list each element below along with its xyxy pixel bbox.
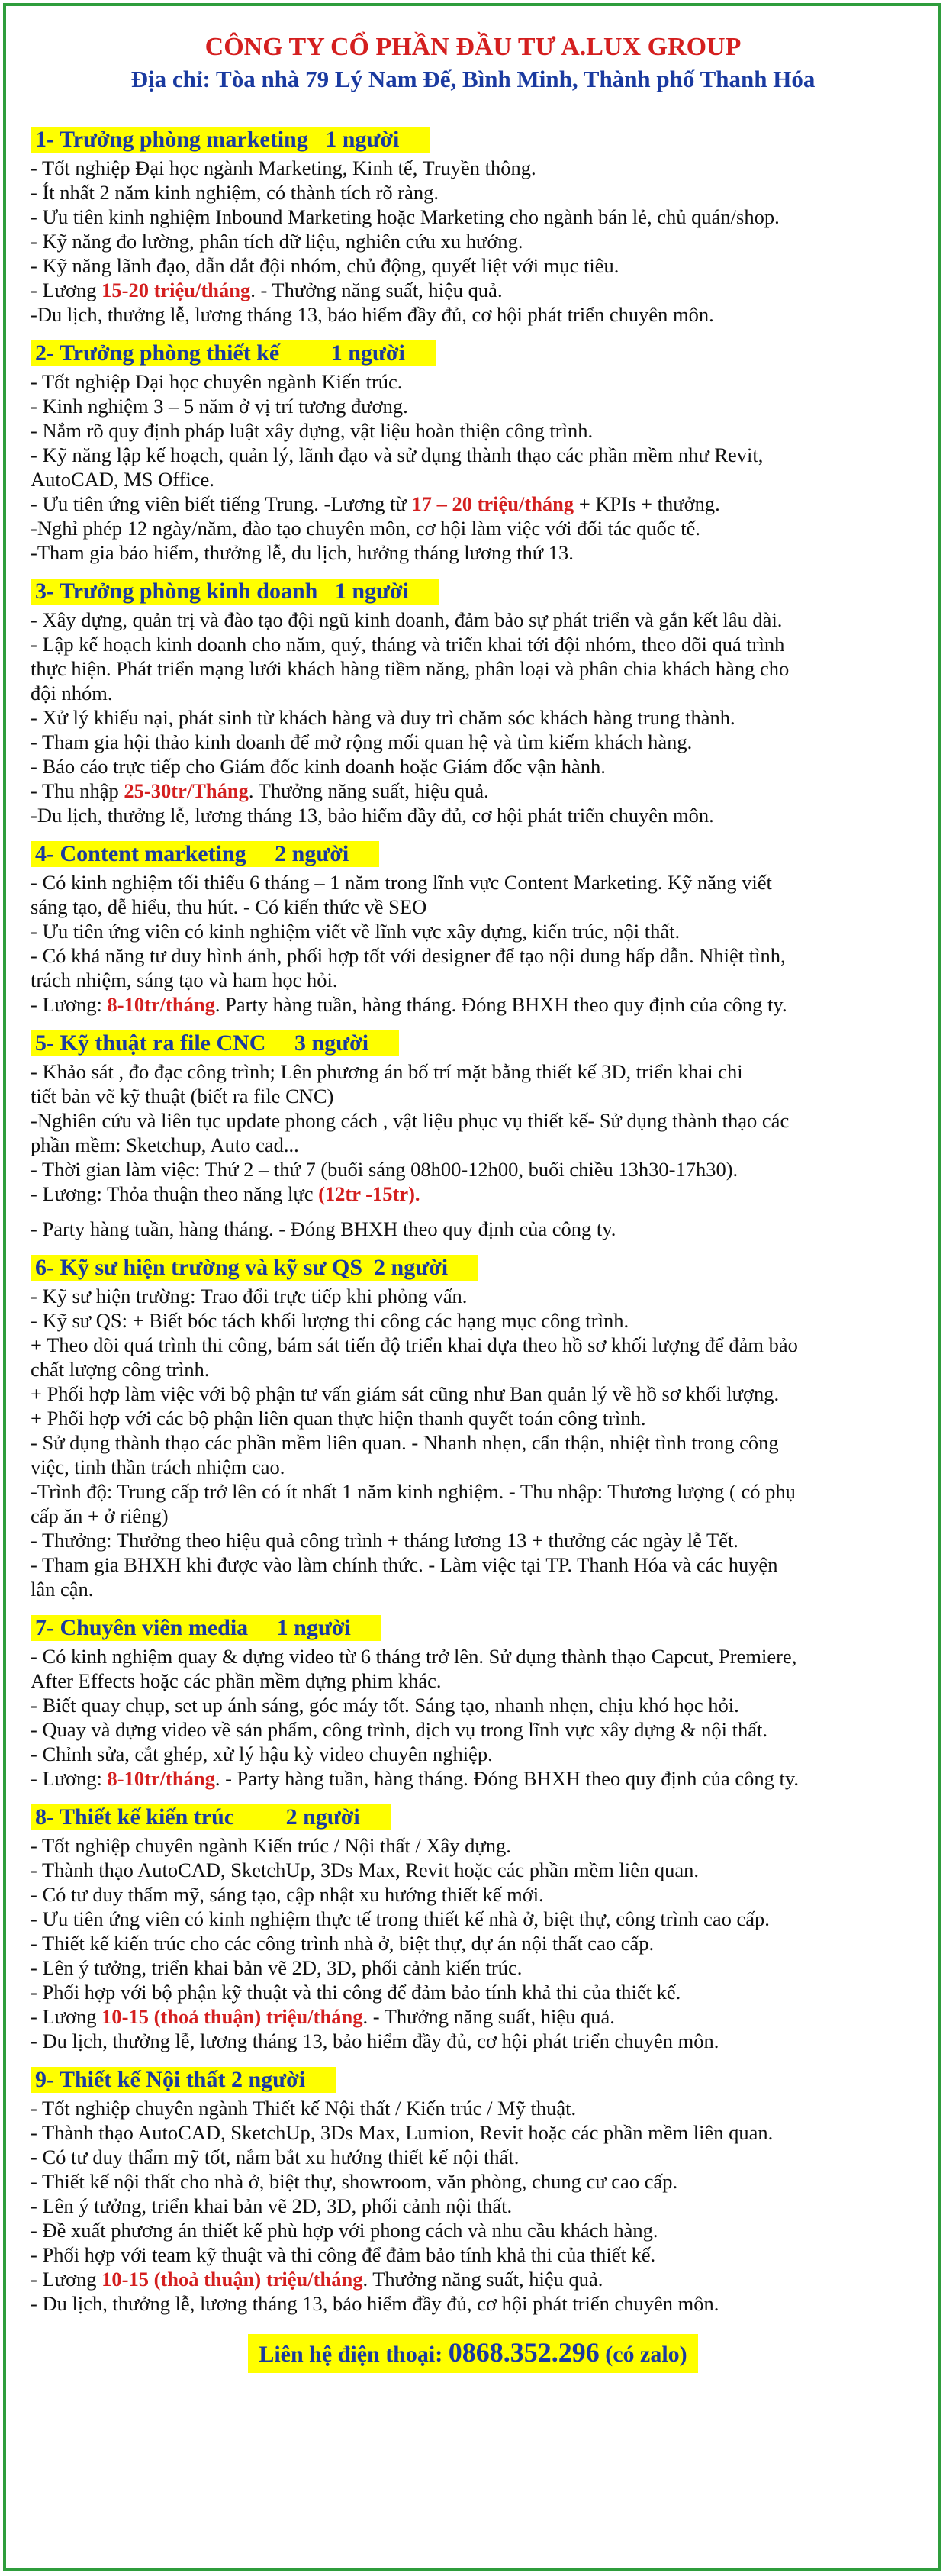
job-detail-line: - Kỹ năng lập kế hoạch, quản lý, lãnh đạo và sử dụng thành thạo các phần mềm như Revit, bbox=[31, 443, 764, 466]
job-detail-line: - Ưu tiên kinh nghiệm Inbound Marketing hoặc Marketing cho ngành bán lẻ, chủ quán/shop. bbox=[31, 205, 780, 228]
job-detail-line bbox=[31, 1206, 915, 1217]
job-detail-line: - Thành thạo AutoCAD, SketchUp, 3Ds Max, Lumion, Revit hoặc các phần mềm liên quan. bbox=[31, 2121, 774, 2144]
job-detail-line: - Kỹ năng lãnh đạo, dẫn dắt đội nhóm, chủ động, quyết liệt với mục tiêu. bbox=[31, 254, 619, 277]
salary-highlight: 10-15 (thoả thuận) triệu/tháng bbox=[101, 2005, 363, 2028]
line-text: + KPIs + thưởng. bbox=[574, 492, 720, 515]
job-detail-line: - Khảo sát , đo đạc công trình; Lên phương án bố trí mặt bằng thiết kế 3D, triển khai chi bbox=[31, 1060, 743, 1083]
line-text: . Thưởng năng suất, hiệu quả. bbox=[362, 2268, 603, 2291]
job-section bbox=[31, 1024, 915, 1241]
job-detail-line: chất lượng công trình. bbox=[31, 1358, 210, 1381]
job-title-heading: 2- Trưởng phòng thiết kế 1 người bbox=[31, 340, 436, 366]
job-section bbox=[31, 1609, 915, 1791]
job-detail-line: - Tốt nghiệp chuyên ngành Kiến trúc / Nội thất / Xây dựng. bbox=[31, 1834, 511, 1857]
job-detail-line: - Lên ý tưởng, triển khai bản vẽ 2D, 3D, phối cảnh nội thất. bbox=[31, 2194, 513, 2217]
contact-banner bbox=[248, 2334, 697, 2373]
line-text: . Party hàng tuần, hàng tháng. Đóng BHXH theo quy định của công ty. bbox=[214, 993, 787, 1016]
salary-highlight: 8-10tr/tháng bbox=[107, 1767, 215, 1790]
job-title-heading: 3- Trưởng phòng kinh doanh 1 người bbox=[31, 579, 439, 605]
line-text: . - Thưởng năng suất, hiệu quả. bbox=[362, 2005, 615, 2028]
job-detail-line: - Xử lý khiếu nại, phát sinh từ khách hàng và duy trì chăm sóc khách hàng trung thành. bbox=[31, 706, 735, 729]
line-text: - Thu nhập bbox=[31, 779, 124, 802]
job-section bbox=[31, 835, 915, 1017]
company-name: CÔNG TY CỔ PHẦN ĐẦU TƯ A.LUX GROUP bbox=[204, 33, 742, 61]
job-detail-line: - Thưởng: Thưởng theo hiệu quả công trình + tháng lương 13 + thưởng các ngày lễ Tết. bbox=[31, 1529, 738, 1552]
job-detail-line: - Phối hợp với bộ phận kỹ thuật và thi công để đảm bảo tính khả thi của thiết kế. bbox=[31, 1981, 681, 2004]
line-text: - Lương: bbox=[31, 993, 108, 1016]
job-detail-line: - Thời gian làm việc: Thứ 2 – thứ 7 (buổi sáng 08h00-12h00, buổi chiều 13h30-17h30). bbox=[31, 1158, 738, 1181]
job-detail-line: - Party hàng tuần, hàng tháng. - Đóng BHXH theo quy định của công ty. bbox=[31, 1217, 616, 1240]
salary-highlight: 25-30tr/Tháng bbox=[124, 779, 249, 802]
job-detail-line: - Chỉnh sửa, cắt ghép, xử lý hậu kỳ video chuyên nghiệp. bbox=[31, 1743, 493, 1765]
job-detail-line: - Tốt nghiệp Đại học ngành Marketing, Kinh tế, Truyền thông. bbox=[31, 156, 536, 179]
contact-note: (có zalo) bbox=[599, 2342, 687, 2367]
job-detail-line: - Kỹ sư hiện trường: Trao đổi trực tiếp khi phỏng vấn. bbox=[31, 1285, 468, 1307]
line-text: . - Thưởng năng suất, hiệu quả. bbox=[250, 279, 503, 301]
job-detail-line: việc, tinh thần trách nhiệm cao. bbox=[31, 1456, 285, 1478]
job-detail-line: - Thiết kế nội thất cho nhà ở, biệt thự, showroom, văn phòng, chung cư cao cấp. bbox=[31, 2170, 678, 2193]
job-detail-line: - Tốt nghiệp Đại học chuyên ngành Kiến trúc. bbox=[31, 370, 403, 393]
job-title-heading: 5- Kỹ thuật ra file CNC 3 người bbox=[31, 1030, 399, 1056]
job-detail-line bbox=[31, 1766, 915, 1791]
job-detail-line: - Báo cáo trực tiếp cho Giám đốc kinh doanh hoặc Giám đốc vận hành. bbox=[31, 755, 606, 778]
job-detail-line: -Tham gia bảo hiểm, thưởng lễ, du lịch, hưởng tháng lương thứ 13. bbox=[31, 541, 574, 564]
job-detail-line: - Tham gia hội thảo kinh doanh để mở rộng mối quan hệ và tìm kiếm khách hàng. bbox=[31, 730, 693, 753]
job-detail-line: - Có tư duy thẩm mỹ, sáng tạo, cập nhật xu hướng thiết kế mới. bbox=[31, 1883, 544, 1906]
job-posting bbox=[31, 31, 915, 2373]
job-detail-line: - Ít nhất 2 năm kinh nghiệm, có thành tích rõ ràng. bbox=[31, 181, 439, 204]
job-title-heading: 6- Kỹ sư hiện trường và kỹ sư QS 2 người bbox=[31, 1255, 478, 1281]
job-detail-line: cấp ăn + ở riêng) bbox=[31, 1504, 169, 1527]
job-detail-line: - Kỹ năng đo lường, phân tích dữ liệu, nghiên cứu xu hướng. bbox=[31, 230, 523, 253]
job-detail-line: - Kinh nghiệm 3 – 5 năm ở vị trí tương đương. bbox=[31, 395, 408, 418]
job-detail-line: -Du lịch, thưởng lễ, lương tháng 13, bảo hiểm đầy đủ, cơ hội phát triển chuyên môn. bbox=[31, 804, 714, 827]
job-detail-line: - Sử dụng thành thạo các phần mềm liên quan. - Nhanh nhẹn, cẩn thận, nhiệt tình trong công bbox=[31, 1431, 779, 1454]
job-detail-line: -Trình độ: Trung cấp trở lên có ít nhất 1 năm kinh nghiệm. - Thu nhập: Thương lượng ( có phụ bbox=[31, 1480, 796, 1503]
job-detail-line bbox=[31, 992, 915, 1017]
job-section bbox=[31, 334, 915, 565]
job-detail-line: - Du lịch, thưởng lễ, lương tháng 13, bảo hiểm đầy đủ, cơ hội phát triển chuyên môn. bbox=[31, 2292, 719, 2315]
job-sections bbox=[31, 121, 915, 2316]
job-section bbox=[31, 572, 915, 827]
job-detail-line: đội nhóm. bbox=[31, 682, 113, 704]
job-detail-line: - Có kinh nghiệm quay & dựng video từ 6 tháng trở lên. Sử dụng thành thạo Capcut, Premiere, bbox=[31, 1645, 797, 1668]
job-detail-line: - Phối hợp với team kỹ thuật và thi công để đảm bảo tính khả thi của thiết kế. bbox=[31, 2243, 656, 2266]
job-detail-line: + Theo dõi quá trình thi công, bám sát tiến độ triển khai dựa theo hồ sơ khối lượng để đảm bảo bbox=[31, 1333, 798, 1356]
salary-highlight: 10-15 (thoả thuận) triệu/tháng bbox=[101, 2268, 363, 2291]
job-section bbox=[31, 1249, 915, 1601]
job-title-heading: 7- Chuyên viên media 1 người bbox=[31, 1615, 381, 1641]
salary-highlight: 8-10tr/tháng bbox=[107, 993, 215, 1016]
salary-highlight: (12tr -15tr). bbox=[318, 1182, 420, 1205]
job-detail-line: - Du lịch, thưởng lễ, lương tháng 13, bảo hiểm đầy đủ, cơ hội phát triển chuyên môn. bbox=[31, 2030, 719, 2052]
job-detail-line: - Tốt nghiệp chuyên ngành Thiết kế Nội thất / Kiến trúc / Mỹ thuật. bbox=[31, 2097, 577, 2120]
job-detail-line bbox=[31, 492, 915, 516]
job-title-heading: 4- Content marketing 2 người bbox=[31, 841, 379, 867]
line-text: - Lương: bbox=[31, 1767, 108, 1790]
job-detail-line: thực hiện. Phát triển mạng lưới khách hàng tiềm năng, phân loại và phân chia khách hàng cho bbox=[31, 657, 790, 680]
job-detail-line: - Ưu tiên ứng viên có kinh nghiệm viết về lĩnh vực xây dựng, kiến trúc, nội thất. bbox=[31, 920, 681, 943]
job-title-heading: 9- Thiết kế Nội thất 2 người bbox=[31, 2067, 336, 2093]
contact-phone: 0868.352.296 bbox=[448, 2337, 600, 2368]
job-section bbox=[31, 121, 915, 327]
job-detail-line: - Đề xuất phương án thiết kế phù hợp với phong cách và nhu cầu khách hàng. bbox=[31, 2219, 658, 2242]
job-detail-line: - Ưu tiên ứng viên có kinh nghiệm thực tế trong thiết kế nhà ở, biệt thự, công trình cao cấp. bbox=[31, 1907, 770, 1930]
job-detail-line: + Phối hợp làm việc với bộ phận tư vấn giám sát cũng như Ban quản lý về hồ sơ khối lượng. bbox=[31, 1382, 780, 1405]
job-detail-line: - Có tư duy thẩm mỹ tốt, nắm bắt xu hướng thiết kế nội thất. bbox=[31, 2146, 520, 2168]
job-detail-line: - Có khả năng tư duy hình ảnh, phối hợp tốt với designer để tạo nội dung hấp dẫn. Nhiệt tình, bbox=[31, 944, 786, 967]
job-detail-line: - Biết quay chụp, set up ánh sáng, góc máy tốt. Sáng tạo, nhanh nhẹn, chịu khó học hỏi. bbox=[31, 1694, 739, 1717]
job-detail-line bbox=[31, 2267, 915, 2291]
job-detail-line: - Tham gia BHXH khi được vào làm chính thức. - Làm việc tại TP. Thanh Hóa và các huyện bbox=[31, 1553, 778, 1576]
line-text: - Lương: Thỏa thuận theo năng lực bbox=[31, 1182, 319, 1205]
job-detail-line: AutoCAD, MS Office. bbox=[31, 468, 214, 491]
job-detail-line: sáng tạo, dễ hiểu, thu hút. - Có kiến thức về SEO bbox=[31, 895, 427, 918]
job-section bbox=[31, 2061, 915, 2316]
job-detail-line: -Du lịch, thưởng lễ, lương tháng 13, bảo hiểm đầy đủ, cơ hội phát triển chuyên môn. bbox=[31, 303, 714, 326]
job-detail-line: After Effects hoặc các phần mềm dựng phim khác. bbox=[31, 1669, 442, 1692]
job-title-heading: 1- Trưởng phòng marketing 1 người bbox=[31, 127, 430, 153]
job-detail-line: lân cận. bbox=[31, 1578, 94, 1601]
job-detail-line: - Xây dựng, quản trị và đào tạo đội ngũ kinh doanh, đảm bảo sự phát triển và gắn kết lâu dài. bbox=[31, 608, 783, 631]
job-detail-line: + Phối hợp với các bộ phận liên quan thực hiện thanh quyết toán công trình. bbox=[31, 1407, 646, 1430]
line-text: - Lương bbox=[31, 2268, 102, 2291]
job-detail-line: - Lên ý tưởng, triển khai bản vẽ 2D, 3D, phối cảnh kiến trúc. bbox=[31, 1956, 523, 1979]
job-detail-line bbox=[31, 278, 915, 302]
salary-highlight: 17 – 20 triệu/tháng bbox=[411, 492, 574, 515]
job-detail-line: - Thiết kế kiến trúc cho các công trình nhà ở, biệt thự, dự án nội thất cao cấp. bbox=[31, 1932, 655, 1955]
job-detail-line: - Kỹ sư QS: + Biết bóc tách khối lượng thi công các hạng mục công trình. bbox=[31, 1309, 629, 1332]
job-detail-line: -Nghỉ phép 12 ngày/năm, đào tạo chuyên môn, cơ hội làm việc với đối tác quốc tế. bbox=[31, 517, 701, 540]
line-text: . Thưởng năng suất, hiệu quả. bbox=[248, 779, 489, 802]
job-detail-line: - Có kinh nghiệm tối thiểu 6 tháng – 1 năm trong lĩnh vực Content Marketing. Kỹ năng viết bbox=[31, 871, 772, 894]
job-detail-line: - Lập kế hoạch kinh doanh cho năm, quý, tháng và triển khai tới đội nhóm, theo dõi quá trình bbox=[31, 633, 785, 656]
job-title-heading: 8- Thiết kế kiến trúc 2 người bbox=[31, 1804, 391, 1830]
job-detail-line: - Nắm rõ quy định pháp luật xây dựng, vật liệu hoàn thiện công trình. bbox=[31, 419, 594, 442]
contact-block bbox=[31, 2334, 915, 2373]
job-detail-line bbox=[31, 779, 915, 803]
job-section bbox=[31, 1798, 915, 2053]
line-text: - Ưu tiên ứng viên biết tiếng Trung. -Lương từ bbox=[31, 492, 412, 515]
job-detail-line: phần mềm: Sketchup, Auto cad... bbox=[31, 1133, 299, 1156]
job-detail-line bbox=[31, 2004, 915, 2029]
company-address: Địa chỉ: Tòa nhà 79 Lý Nam Đế, Bình Minh, Thành phố Thanh Hóa bbox=[130, 66, 816, 92]
job-detail-line: trách nhiệm, sáng tạo và ham học hỏi. bbox=[31, 969, 338, 991]
contact-label: Liên hệ điện thoại: bbox=[259, 2342, 449, 2367]
job-detail-line bbox=[31, 1182, 915, 1206]
job-detail-line: - Thành thạo AutoCAD, SketchUp, 3Ds Max, Revit hoặc các phần mềm liên quan. bbox=[31, 1859, 700, 1881]
job-detail-line: tiết bản vẽ kỹ thuật (biết ra file CNC) bbox=[31, 1085, 334, 1107]
line-text: - Lương bbox=[31, 2005, 102, 2028]
job-detail-line: -Nghiên cứu và liên tục update phong cách , vật liệu phục vụ thiết kế- Sử dụng thành thạo các bbox=[31, 1109, 790, 1132]
job-detail-line: - Quay và dựng video về sản phẩm, công trình, dịch vụ trong lĩnh vực xây dựng & nội thất. bbox=[31, 1718, 767, 1741]
line-text: - Lương bbox=[31, 279, 102, 301]
salary-highlight: 15-20 triệu/tháng bbox=[101, 279, 251, 301]
line-text: . - Party hàng tuần, hàng tháng. Đóng BHXH theo quy định của công ty. bbox=[214, 1767, 800, 1790]
